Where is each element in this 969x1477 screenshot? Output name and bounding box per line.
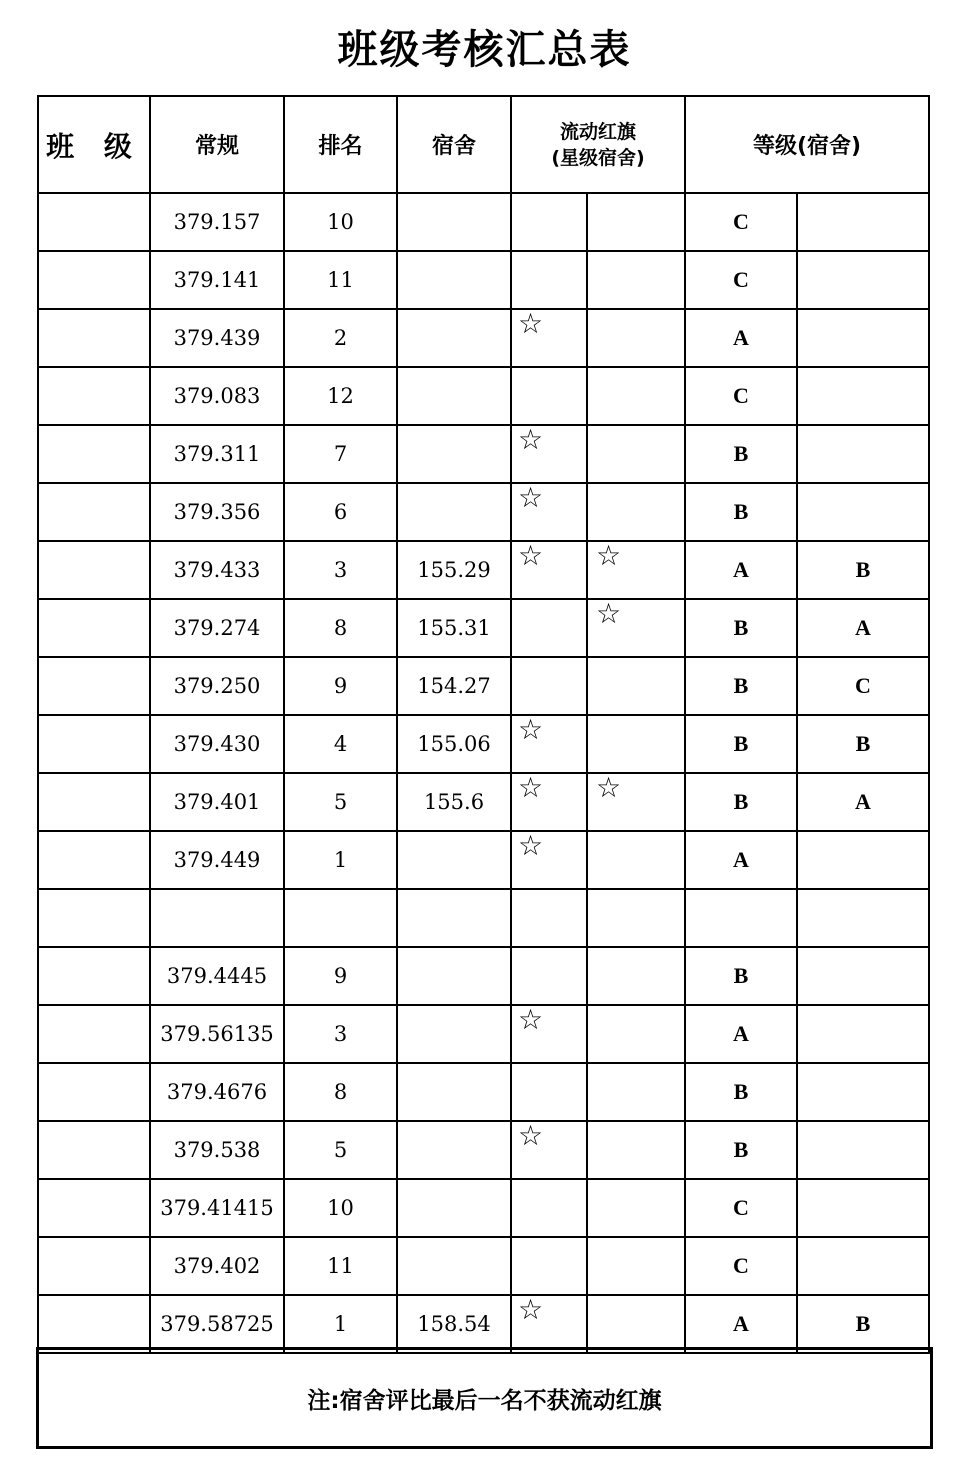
routine-score-cell: 379.4445 (150, 947, 284, 1005)
routine-score-cell: 379.311 (150, 425, 284, 483)
dorm-grade-cell (797, 483, 929, 541)
star-icon: ☆ (518, 1295, 544, 1326)
flag-cell-2 (587, 1237, 685, 1295)
table-row (38, 1063, 929, 1121)
table-row (38, 1237, 929, 1295)
routine-score-cell: 379.538 (150, 1121, 284, 1179)
flag-cell-2 (587, 831, 685, 889)
dorm-grade-cell (797, 1005, 929, 1063)
header-flag-line1: 流动红旗 (559, 120, 636, 143)
routine-score-cell: 379.402 (150, 1237, 284, 1295)
dorm-score-cell (397, 1237, 511, 1295)
flag-cell-2 (587, 947, 685, 1005)
table-row (38, 773, 929, 831)
dorm-grade-cell (797, 889, 929, 947)
dorm-grade-cell: C (797, 657, 929, 715)
header-rank: 排名 (284, 96, 397, 193)
grade-cell: B (685, 657, 797, 715)
class-cell (38, 715, 150, 773)
star-icon: ☆ (596, 599, 622, 630)
dorm-score-cell (397, 889, 511, 947)
flag-cell-1 (511, 541, 587, 599)
rank-cell: 5 (284, 1121, 397, 1179)
routine-score-cell (150, 889, 284, 947)
footnote: 注:宿舍评比最后一名不获流动红旗 (36, 1347, 933, 1449)
routine-score-cell: 379.4676 (150, 1063, 284, 1121)
table-row (38, 541, 929, 599)
routine-score-cell: 379.356 (150, 483, 284, 541)
flag-cell-2 (587, 599, 685, 657)
dorm-grade-cell (797, 193, 929, 251)
class-cell (38, 947, 150, 1005)
dorm-grade-cell (797, 1237, 929, 1295)
table-row (38, 1121, 929, 1179)
dorm-score-cell (397, 947, 511, 1005)
dorm-score-cell (397, 367, 511, 425)
class-cell (38, 1121, 150, 1179)
dorm-score-cell (397, 1121, 511, 1179)
flag-cell-1 (511, 425, 587, 483)
table-row (38, 715, 929, 773)
dorm-grade-cell (797, 947, 929, 1005)
dorm-grade-cell (797, 425, 929, 483)
dorm-score-cell: 154.27 (397, 657, 511, 715)
table-row (38, 831, 929, 889)
rank-cell: 1 (284, 1295, 397, 1353)
flag-cell-2 (587, 1121, 685, 1179)
routine-score-cell: 379.439 (150, 309, 284, 367)
class-cell (38, 251, 150, 309)
flag-cell-1 (511, 1179, 587, 1237)
flag-cell-2 (587, 425, 685, 483)
grade-cell: B (685, 483, 797, 541)
dorm-grade-cell: B (797, 541, 929, 599)
flag-cell-2 (587, 367, 685, 425)
flag-cell-2 (587, 483, 685, 541)
star-icon: ☆ (518, 1005, 544, 1036)
page-title: 班级考核汇总表 (337, 27, 632, 73)
flag-cell-2 (587, 715, 685, 773)
routine-score-cell: 379.401 (150, 773, 284, 831)
rank-cell: 11 (284, 1237, 397, 1295)
flag-cell-1 (511, 193, 587, 251)
dorm-score-cell: 155.6 (397, 773, 511, 831)
star-icon: ☆ (518, 541, 544, 572)
grade-cell: A (685, 831, 797, 889)
table-row (38, 947, 929, 1005)
flag-cell-2 (587, 541, 685, 599)
table-row (38, 251, 929, 309)
dorm-grade-cell (797, 309, 929, 367)
class-cell (38, 599, 150, 657)
grade-cell: B (685, 599, 797, 657)
rank-cell: 11 (284, 251, 397, 309)
table-row (38, 1179, 929, 1237)
dorm-score-cell (397, 1063, 511, 1121)
dorm-grade-cell (797, 1179, 929, 1237)
rank-cell (284, 889, 397, 947)
table-row (38, 889, 929, 947)
star-icon: ☆ (518, 831, 544, 862)
header-row (38, 96, 929, 193)
flag-cell-1 (511, 1005, 587, 1063)
header-grade: 等级(宿舍) (685, 96, 929, 193)
flag-cell-2 (587, 1179, 685, 1237)
class-cell (38, 309, 150, 367)
grade-cell: B (685, 425, 797, 483)
routine-score-cell: 379.157 (150, 193, 284, 251)
grade-cell: B (685, 1121, 797, 1179)
flag-cell-1 (511, 889, 587, 947)
grade-cell: C (685, 1179, 797, 1237)
rank-cell: 2 (284, 309, 397, 367)
dorm-score-cell (397, 193, 511, 251)
rank-cell: 4 (284, 715, 397, 773)
dorm-grade-cell (797, 251, 929, 309)
dorm-score-cell: 155.06 (397, 715, 511, 773)
flag-cell-2 (587, 309, 685, 367)
grade-cell: C (685, 193, 797, 251)
table-body (38, 96, 929, 1353)
flag-cell-2 (587, 889, 685, 947)
summary-table (37, 95, 930, 1354)
rank-cell: 8 (284, 1063, 397, 1121)
dorm-score-cell (397, 425, 511, 483)
flag-cell-1 (511, 1295, 587, 1353)
class-cell (38, 1295, 150, 1353)
star-icon: ☆ (518, 773, 544, 804)
rank-cell: 6 (284, 483, 397, 541)
dorm-score-cell: 155.31 (397, 599, 511, 657)
flag-cell-1 (511, 599, 587, 657)
dorm-grade-cell (797, 367, 929, 425)
rank-cell: 10 (284, 193, 397, 251)
table-row (38, 1295, 929, 1353)
flag-cell-1 (511, 657, 587, 715)
grade-cell: C (685, 1237, 797, 1295)
dorm-score-cell (397, 831, 511, 889)
rank-cell: 3 (284, 1005, 397, 1063)
star-icon: ☆ (518, 1121, 544, 1152)
dorm-grade-cell: B (797, 1295, 929, 1353)
dorm-score-cell: 155.29 (397, 541, 511, 599)
flag-cell-1 (511, 251, 587, 309)
class-cell (38, 1179, 150, 1237)
flag-cell-2 (587, 251, 685, 309)
dorm-grade-cell (797, 1121, 929, 1179)
class-cell (38, 541, 150, 599)
table-row (38, 657, 929, 715)
dorm-grade-cell: A (797, 599, 929, 657)
flag-cell-1 (511, 309, 587, 367)
dorm-grade-cell: B (797, 715, 929, 773)
class-cell (38, 193, 150, 251)
routine-score-cell: 379.58725 (150, 1295, 284, 1353)
routine-score-cell: 379.274 (150, 599, 284, 657)
flag-cell-1 (511, 831, 587, 889)
routine-score-cell: 379.41415 (150, 1179, 284, 1237)
flag-cell-1 (511, 1121, 587, 1179)
grade-cell: C (685, 367, 797, 425)
star-icon: ☆ (518, 425, 544, 456)
routine-score-cell: 379.250 (150, 657, 284, 715)
star-icon: ☆ (518, 483, 544, 514)
rank-cell: 12 (284, 367, 397, 425)
rank-cell: 7 (284, 425, 397, 483)
flag-cell-1 (511, 773, 587, 831)
rank-cell: 1 (284, 831, 397, 889)
dorm-grade-cell: A (797, 773, 929, 831)
dorm-score-cell (397, 309, 511, 367)
table-row (38, 425, 929, 483)
rank-cell: 9 (284, 657, 397, 715)
flag-cell-2 (587, 1005, 685, 1063)
flag-cell-1 (511, 483, 587, 541)
star-icon: ☆ (518, 715, 544, 746)
dorm-score-cell (397, 251, 511, 309)
dorm-score-cell (397, 1005, 511, 1063)
star-icon: ☆ (596, 773, 622, 804)
dorm-score-cell (397, 1179, 511, 1237)
flag-cell-1 (511, 715, 587, 773)
flag-cell-1 (511, 1237, 587, 1295)
routine-score-cell: 379.430 (150, 715, 284, 773)
grade-cell: B (685, 715, 797, 773)
grade-cell: B (685, 947, 797, 1005)
grade-cell: B (685, 773, 797, 831)
flag-cell-2 (587, 657, 685, 715)
flag-cell-2 (587, 773, 685, 831)
table-row (38, 367, 929, 425)
table-row (38, 193, 929, 251)
class-cell (38, 889, 150, 947)
rank-cell: 9 (284, 947, 397, 1005)
table-row (38, 483, 929, 541)
table-row (38, 1005, 929, 1063)
star-icon: ☆ (518, 309, 544, 340)
flag-cell-1 (511, 947, 587, 1005)
routine-score-cell: 379.141 (150, 251, 284, 309)
grade-cell: B (685, 1063, 797, 1121)
flag-cell-1 (511, 1063, 587, 1121)
grade-cell: A (685, 1295, 797, 1353)
class-cell (38, 425, 150, 483)
grade-cell: C (685, 251, 797, 309)
class-cell (38, 367, 150, 425)
table-row (38, 599, 929, 657)
rank-cell: 3 (284, 541, 397, 599)
rank-cell: 5 (284, 773, 397, 831)
table-row (38, 309, 929, 367)
routine-score-cell: 379.433 (150, 541, 284, 599)
grade-cell: A (685, 541, 797, 599)
header-class: 班 级 (38, 96, 150, 193)
header-flag (511, 96, 685, 193)
class-cell (38, 1005, 150, 1063)
class-cell (38, 483, 150, 541)
dorm-grade-cell (797, 1063, 929, 1121)
flag-cell-2 (587, 1063, 685, 1121)
header-dorm: 宿舍 (397, 96, 511, 193)
class-cell (38, 1237, 150, 1295)
grade-cell (685, 889, 797, 947)
rank-cell: 10 (284, 1179, 397, 1237)
routine-score-cell: 379.083 (150, 367, 284, 425)
routine-score-cell: 379.56135 (150, 1005, 284, 1063)
grade-cell: A (685, 309, 797, 367)
grade-cell: A (685, 1005, 797, 1063)
flag-cell-1 (511, 367, 587, 425)
header-routine: 常规 (150, 96, 284, 193)
class-cell (38, 1063, 150, 1121)
header-flag-line2: (星级宿舍) (551, 146, 645, 169)
routine-score-cell: 379.449 (150, 831, 284, 889)
dorm-grade-cell (797, 831, 929, 889)
class-cell (38, 657, 150, 715)
flag-cell-2 (587, 193, 685, 251)
class-cell (38, 831, 150, 889)
dorm-score-cell (397, 483, 511, 541)
star-icon: ☆ (596, 541, 622, 572)
dorm-score-cell: 158.54 (397, 1295, 511, 1353)
rank-cell: 8 (284, 599, 397, 657)
class-cell (38, 773, 150, 831)
flag-cell-2 (587, 1295, 685, 1353)
